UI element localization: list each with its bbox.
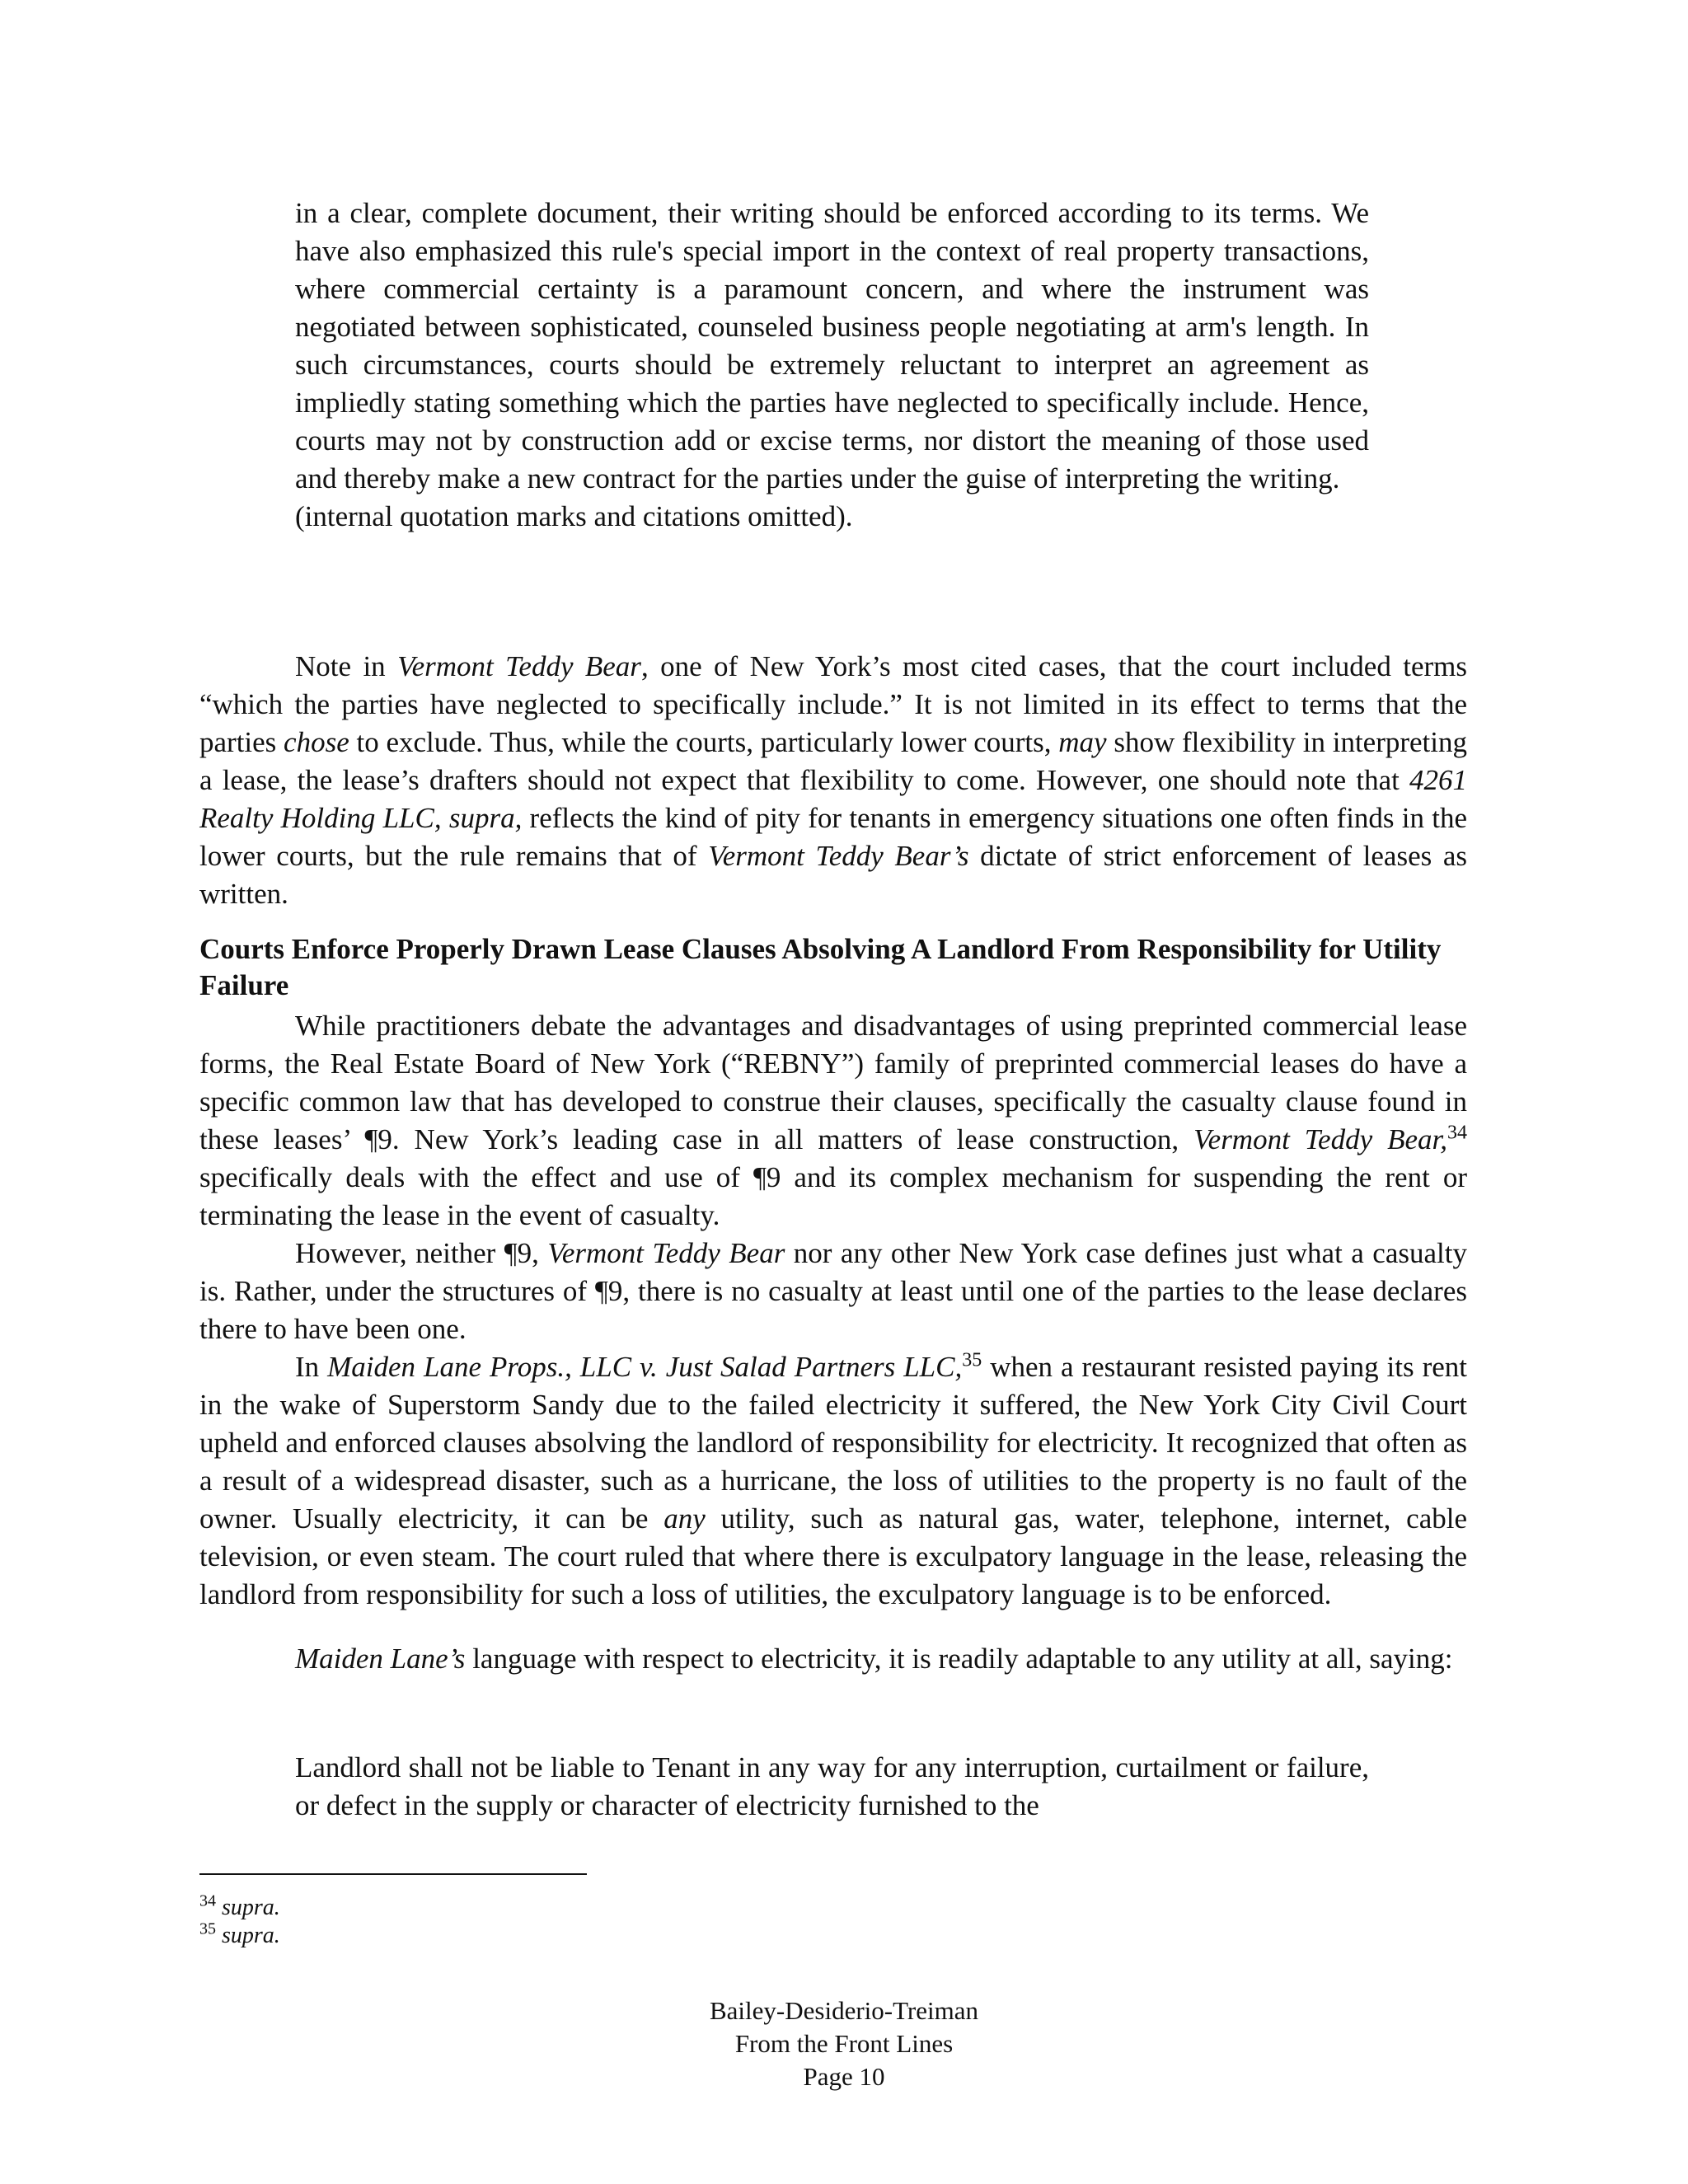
case-name-italic: Maiden Lane’s bbox=[295, 1643, 466, 1675]
footnote-ref: 34 bbox=[1447, 1122, 1467, 1144]
text-span: reflects the kind of pity for tenants in emergency situations one often finds in the lower courts, but the rule remains that of bbox=[199, 802, 1467, 872]
footnote-separator bbox=[199, 1873, 587, 1875]
paragraph-maiden-lane bbox=[199, 1348, 1467, 1614]
case-name-italic: Vermont Teddy Bear bbox=[547, 1237, 785, 1269]
footer-title: From the Front Lines bbox=[734, 2029, 954, 2058]
quote-citation: (internal quotation marks and citations omitted). bbox=[295, 500, 853, 532]
text-span: , one of New York’s most cited cases, that the court included terms “which the parties have neglected to specifically include.” It is not limited in its effect to terms that the parties bbox=[199, 650, 1467, 758]
text-span: Note in bbox=[295, 650, 398, 682]
footnote-number: 35 bbox=[199, 1919, 216, 1938]
quote-text: Landlord shall not be liable to Tenant in any way for any interruption, curtailment or failure, or defect in the supply or character of electricity furnished to the bbox=[295, 1751, 1369, 1821]
footer-page-number: Page 10 bbox=[803, 2062, 885, 2091]
text-span: show flexibility in interpreting a lease, the lease’s drafters should not expect that flexibility to come. However, one should note that bbox=[199, 726, 1468, 796]
text-span: nor any other New York case defines just what a casualty is. Rather, under the structures of ¶9, there is no casualty at least until one of the parties to the lease declares there to have been one. bbox=[199, 1237, 1467, 1345]
text-span: specifically deals with the effect and use of ¶9 and its complex mechanism for suspending the rent or terminating the lease in the event of casualty. bbox=[199, 1161, 1467, 1231]
case-name-italic: Vermont Teddy Bear, bbox=[1193, 1123, 1447, 1155]
page-footer bbox=[514, 1994, 1174, 2093]
case-name-italic: Vermont Teddy Bear bbox=[397, 650, 641, 682]
section-heading: Courts Enforce Properly Drawn Lease Clauses Absolving A Landlord From Responsibility for Utility Failure bbox=[199, 933, 1442, 1001]
emphasis-italic: may bbox=[1058, 726, 1107, 758]
text-span: when a restaurant resisted paying its rent in the wake of Superstorm Sandy due to the failed electricity it suffered, the New York City Civil Court upheld and enforced clauses absolving the landlord of responsibility for electricity. It recognized that often as a result of a widespread disaster, such as a hurricane, the loss of utilities to the property is no fault of the owner. Usually electricity, it can be bbox=[199, 1351, 1468, 1535]
footnote-number: 34 bbox=[199, 1891, 216, 1910]
paragraph-note-vermont bbox=[199, 648, 1467, 913]
text-span: While practitioners debate the advantages and disadvantages of using preprinted commercial lease forms, the Real Estate Board of New York (“REBNY”) family of preprinted commercial leases do have a specific common law that has developed to construe their clauses, specifically the casualty clause found in these leases’ ¶9. New York’s leading case in all matters of lease construction, bbox=[199, 1010, 1467, 1155]
quote-text: in a clear, complete document, their writing should be enforced according to its terms. We have also emphasized this rule's special import in the context of real property transactions, where commercial certainty is a paramount concern, and where the instrument was negotiated between sophisticated, counseled business people negotiating at arm's length. In such circumstances, courts should be extremely reluctant to interpret an agreement as impliedly stating something which the parties have neglected to specifically include. Hence, courts may not by construction add or excise terms, nor distort the meaning of those used and thereby make a new contract for the parties under the guise of interpreting the writing. bbox=[295, 197, 1369, 494]
emphasis-italic: any bbox=[663, 1502, 706, 1535]
footnote-34 bbox=[199, 1891, 859, 1922]
text-span: In bbox=[295, 1351, 328, 1383]
paragraph-however-neither bbox=[199, 1235, 1467, 1348]
paragraph-maiden-lane-language bbox=[199, 1640, 1467, 1678]
footnote-35 bbox=[199, 1919, 859, 1950]
emphasis-italic: chose bbox=[284, 726, 349, 758]
text-span: utility, such as natural gas, water, telephone, internet, cable television, or even steam. The court ruled that where there is exculpatory language in the lease, releasing the landlord from responsibility for such a loss of utilities, the exculpatory language is to be enforced. bbox=[199, 1502, 1468, 1610]
text-span: dictate of strict enforcement of leases as written. bbox=[199, 840, 1467, 910]
text-span: language with respect to electricity, it is readily adaptable to any utility at all, saying: bbox=[465, 1643, 1453, 1675]
case-name-italic: Maiden Lane Props., LLC v. Just Salad Partners LLC, bbox=[327, 1351, 963, 1383]
footnote-text: supra. bbox=[222, 1895, 280, 1920]
case-name-italic: Vermont Teddy Bear’s bbox=[708, 840, 969, 872]
footer-authors: Bailey-Desiderio-Treiman bbox=[710, 1996, 978, 2025]
paragraph-while-practitioners bbox=[199, 1007, 1467, 1235]
footnotes bbox=[199, 1891, 859, 1950]
block-quote-vermont-teddy-bear bbox=[295, 194, 1369, 536]
case-name-italic: 4261 Realty Holding LLC, supra, bbox=[199, 764, 1467, 834]
block-quote-maiden-lane bbox=[295, 1749, 1369, 1825]
footnote-ref: 35 bbox=[962, 1349, 982, 1371]
text-span: However, neither ¶9, bbox=[295, 1237, 548, 1269]
text-span: to exclude. Thus, while the courts, particularly lower courts, bbox=[349, 726, 1059, 758]
footnote-text: supra. bbox=[222, 1923, 280, 1948]
